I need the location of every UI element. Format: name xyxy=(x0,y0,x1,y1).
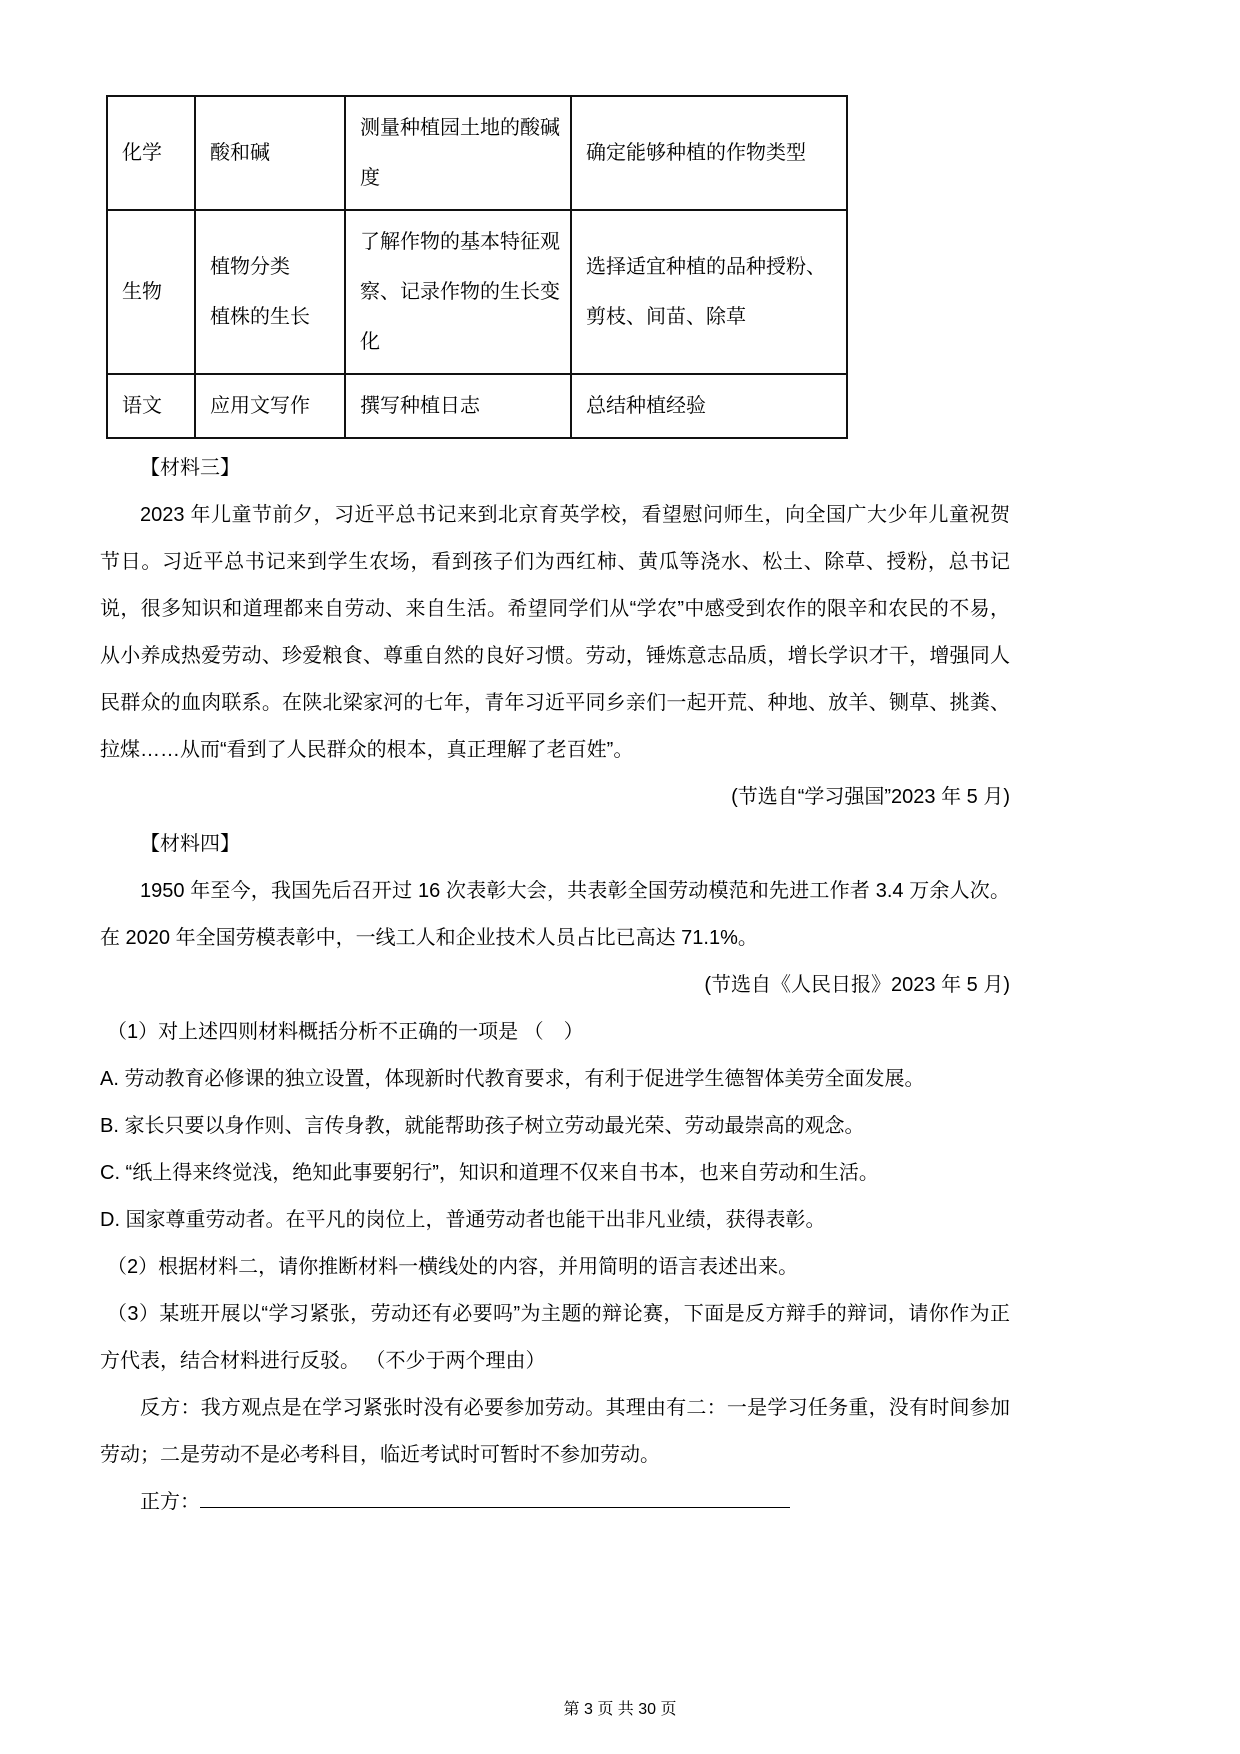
cell-content: 应用文写作 xyxy=(195,374,345,438)
con-side-statement: 反方：我方观点是在学习紧张时没有必要参加劳动。其理由有二：一是学习任务重，没有时间参加劳动；二是劳动不是必考科目，临近考试时可暂时不参加劳动。 xyxy=(100,1397,1010,1466)
cell-purpose: 选择适宜种植的品种授粉、剪枝、间苗、除草 xyxy=(571,210,847,374)
option-b: B. 家长只要以身作则、言传身教，就能帮助孩子树立劳动最光荣、劳动最崇高的观念。 xyxy=(100,1115,865,1137)
cell-content: 酸和碱 xyxy=(195,96,345,210)
cell-subject: 语文 xyxy=(107,374,195,438)
cell-activity: 撰写种植日志 xyxy=(345,374,571,438)
material4-heading: 【材料四】 xyxy=(140,833,240,855)
material3-heading: 【材料三】 xyxy=(140,457,240,479)
question-2: （2）根据材料二，请你推断材料一横线处的内容，并用简明的语言表述出来。 xyxy=(107,1256,799,1278)
table-row-chemistry xyxy=(107,96,847,210)
cell-subject: 生物 xyxy=(107,210,195,374)
material3-paragraph: 2023 年儿童节前夕，习近平总书记来到北京育英学校，看望慰问师生，向全国广大少年儿童祝贺节日。习近平总书记来到学生农场，看到孩子们为西红柿、黄瓜等浇水、松土、除草、授粉，总书记说，很多知识和道理都来自劳动、来自生活。希望同学们从“学农”中感受到农作的限辛和农民的不易，从小养成热爱劳动、珍爱粮食、尊重自然的良好习惯。劳动，锤炼意志品质，增长学识才干，增强同人民群众的血肉联系。在陕北梁家河的七年，青年习近平同乡亲们一起开荒、种地、放羊、铡草、挑粪、拉煤……从而“看到了人民群众的根本，真正理解了老百姓”。 xyxy=(100,504,1010,761)
cell-content-line: 植株的生长 xyxy=(210,306,310,328)
material4-citation: (节选自《人民日报》2023 年 5 月) xyxy=(704,974,1010,996)
cell-content xyxy=(195,210,345,374)
cell-content-line: 植物分类 xyxy=(210,256,290,278)
material4-paragraph: 1950 年至今，我国先后召开过 16 次表彰大会，共表彰全国劳动模范和先进工作者 3.4 万余人次。在 2020 年全国劳模表彰中，一线工人和企业技术人员占比已高达 71.1%。 xyxy=(100,880,1010,949)
cell-activity: 了解作物的基本特征观察、记录作物的生长变化 xyxy=(345,210,571,374)
cell-purpose: 总结种植经验 xyxy=(571,374,847,438)
cell-activity: 测量种植园土地的酸碱度 xyxy=(345,96,571,210)
option-a: A. 劳动教育必修课的独立设置，体现新时代教育要求，有利于促进学生德智体美劳全面发展。 xyxy=(100,1068,925,1090)
page-footer: 第 3 页 共 30 页 xyxy=(563,1701,677,1718)
option-d: D. 国家尊重劳动者。在平凡的岗位上，普通劳动者也能干出非凡业绩，获得表彰。 xyxy=(100,1209,826,1231)
question-1: （1）对上述四则材料概括分析不正确的一项是 （ ） xyxy=(107,1021,584,1043)
table-row-chinese xyxy=(107,374,847,438)
answer-blank-line xyxy=(200,1487,790,1508)
table-row-biology xyxy=(107,210,847,374)
pro-side-label: 正方： xyxy=(140,1491,200,1513)
pro-side-line xyxy=(100,1479,1010,1526)
material3-citation: (节选自“学习强国”2023 年 5 月) xyxy=(731,786,1010,808)
cell-subject: 化学 xyxy=(107,96,195,210)
option-c: C. “纸上得来终觉浅，绝知此事要躬行”，知识和道理不仅来自书本，也来自劳动和生活。 xyxy=(100,1162,879,1184)
cell-purpose: 确定能够种植的作物类型 xyxy=(571,96,847,210)
question-3: （3）某班开展以“学习紧张，劳动还有必要吗”为主题的辩论赛，下面是反方辩手的辩词，请你作为正方代表，结合材料进行反驳。 （不少于两个理由） xyxy=(100,1303,1010,1372)
subject-activity-table xyxy=(106,95,848,439)
